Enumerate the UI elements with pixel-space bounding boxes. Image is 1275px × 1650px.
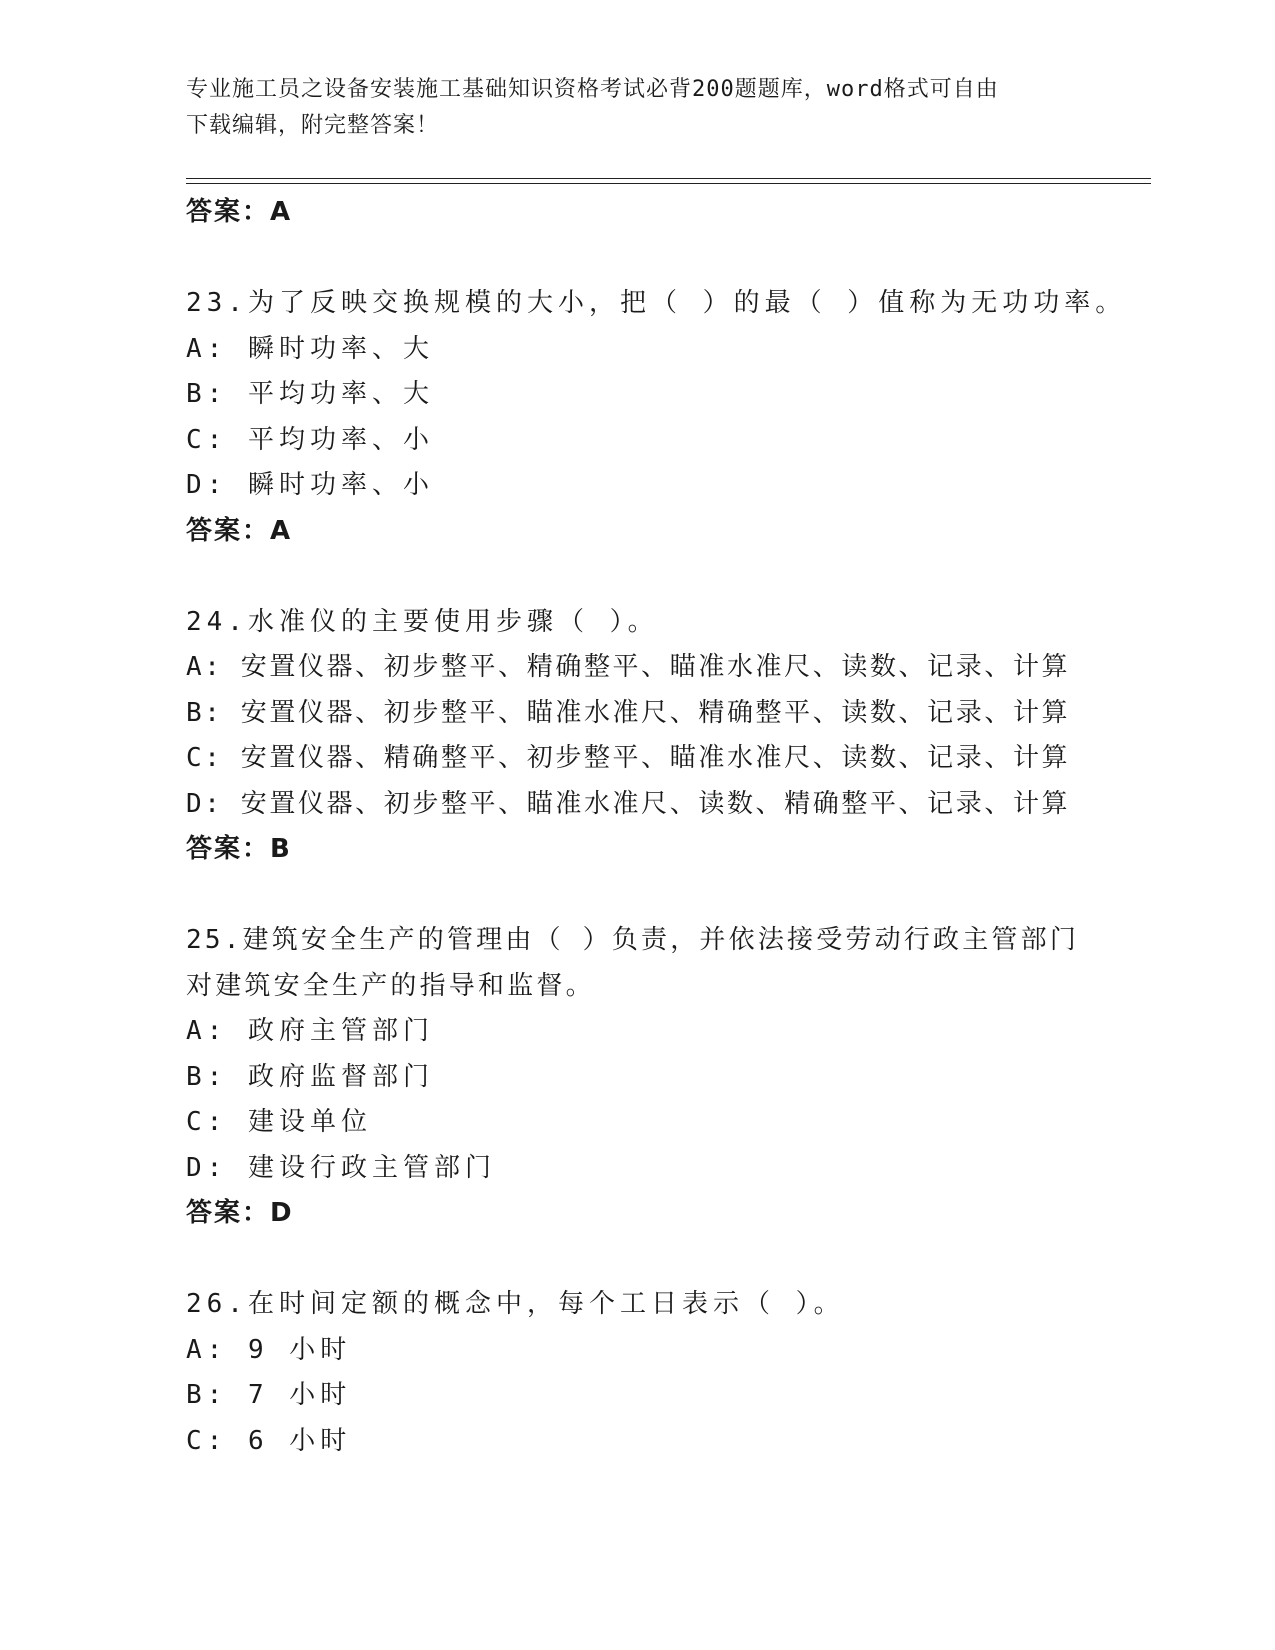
header-divider-top: [186, 178, 1151, 179]
option-d: D: 建设行政主管部门: [186, 1152, 496, 1183]
option-c: C: 安置仪器、精确整平、初步整平、瞄准水准尺、读数、记录、计算: [186, 743, 1071, 773]
question-stem: 24.水准仪的主要使用步骤（ ）。: [186, 606, 659, 637]
question-24: [186, 600, 1086, 873]
question-list: [186, 190, 1127, 1464]
option-d: D: 安置仪器、初步整平、瞄准水准尺、读数、精确整平、记录、计算: [186, 788, 1071, 819]
question-25: [186, 918, 1086, 1237]
spacer: [186, 873, 1086, 919]
answer-line: 答案：D: [186, 1198, 294, 1228]
option-d: D: 瞬时功率、小: [186, 470, 434, 500]
question-stem: 23.为了反映交换规模的大小，把（ ）的最（ ）值称为无功功率。: [186, 288, 1127, 318]
option-a: A: 瞬时功率、大: [186, 333, 434, 364]
question-stem-line-2: 对建筑安全生产的指导和监督。: [186, 970, 595, 1001]
spacer: [186, 554, 1086, 600]
option-a: A: 安置仪器、初步整平、精确整平、瞄准水准尺、读数、记录、计算: [186, 652, 1071, 682]
option-c: C: 建设单位: [186, 1107, 372, 1137]
option-c: C: 6 小时: [186, 1425, 352, 1456]
header-line-2: 下载编辑，附完整答案！: [186, 113, 440, 138]
answer-line: 答案：A: [186, 197, 293, 227]
option-a: A: 政府主管部门: [186, 1016, 434, 1046]
option-b: B: 7 小时: [186, 1380, 352, 1410]
header-line-1: 专业施工员之设备安装施工基础知识资格考试必背200题题库，word格式可自由: [186, 77, 999, 102]
option-b: B: 安置仪器、初步整平、瞄准水准尺、精确整平、读数、记录、计算: [186, 697, 1071, 728]
option-b: B: 平均功率、大: [186, 379, 434, 409]
question-stem-line-1: 25.建筑安全生产的管理由（ ）负责，并依法接受劳动行政主管部门: [186, 925, 1080, 955]
option-b: B: 政府监督部门: [186, 1061, 434, 1092]
question-stem: 26.在时间定额的概念中，每个工日表示（ ）。: [186, 1289, 845, 1319]
question-26: [186, 1282, 1086, 1464]
option-c: C: 平均功率、小: [186, 424, 434, 455]
spacer: [186, 236, 1086, 282]
header-divider-bottom: [186, 183, 1151, 184]
answer-line: 答案：B: [186, 834, 292, 864]
question-23: [186, 281, 1127, 554]
option-a: A: 9 小时: [186, 1334, 352, 1365]
answer-line: 答案：A: [186, 515, 293, 546]
spacer: [186, 1237, 1086, 1283]
document-header: [186, 72, 1086, 144]
